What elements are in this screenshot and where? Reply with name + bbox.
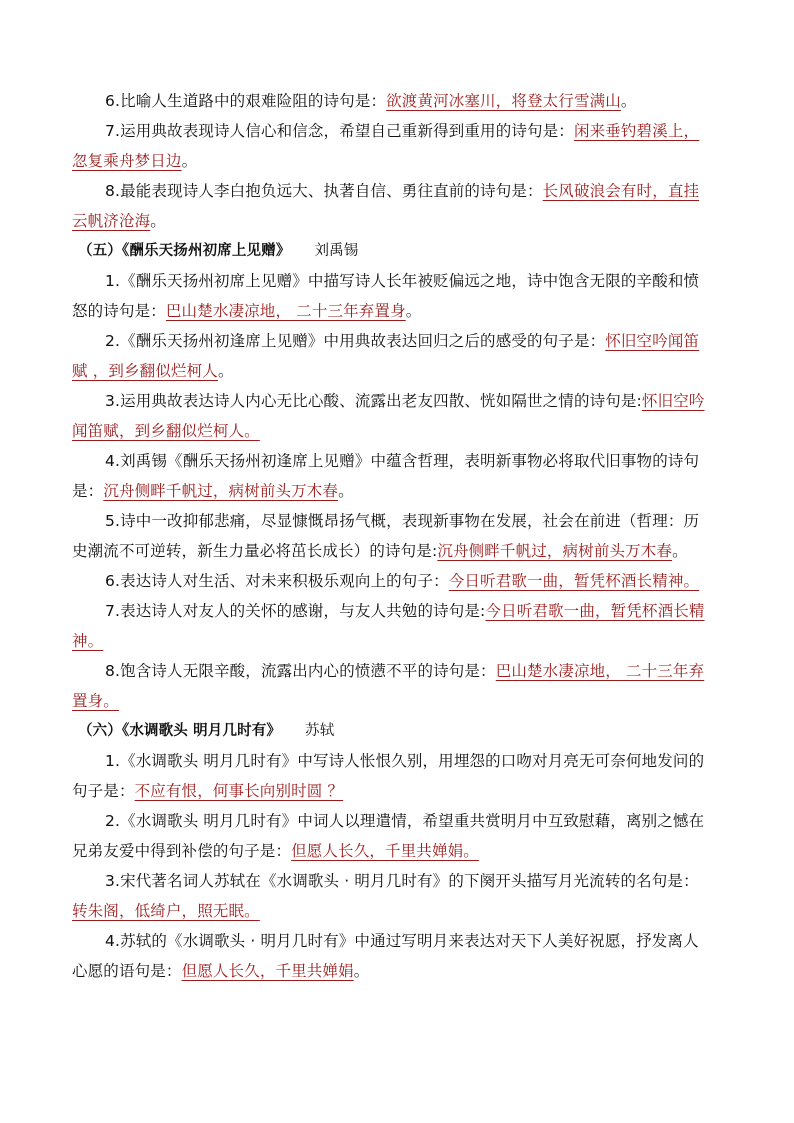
question-text: 是： (72, 482, 104, 500)
question-text: 心愿的语句是： (72, 962, 182, 980)
answer-text: 但愿人长久，千里共婵娟 (181, 962, 354, 980)
question-text: 3.运用典故表达诗人内心无比心酸、流露出老友四散、恍如隔世之情的诗句是: (105, 392, 642, 410)
answer-text: 忽复乘舟梦日边 (72, 152, 182, 170)
question-line (72, 176, 724, 206)
question-line (72, 326, 724, 356)
question-line (72, 866, 724, 896)
question-line (72, 836, 724, 866)
question-text: 2.《酬乐天扬州初逢席上见赠》中用典故表达回归之后的感受的句子是： (105, 332, 606, 350)
question-line (72, 506, 724, 536)
question-line (72, 116, 724, 146)
question-line (72, 446, 724, 476)
question-line (72, 146, 724, 176)
question-line (72, 476, 724, 506)
answer-text: 赋 ，到乡翻似烂柯人 (72, 362, 218, 380)
answer-text: 闻笛赋，到乡翻似烂柯人。 (72, 422, 260, 440)
question-line (72, 746, 724, 776)
question-text: 2.《水调歌头 明月几时有》中词人以理遣情，希望重共赏明月中互致慰藉，离别之憾在 (105, 812, 705, 830)
question-text: 怒的诗句是： (72, 302, 166, 320)
line-punctuation: 。 (620, 92, 637, 110)
answer-text: 置身。 (72, 692, 119, 710)
line-punctuation: 。 (181, 152, 198, 170)
question-line (72, 386, 724, 416)
question-text: 6.比喻人生道路中的艰难险阻的诗句是： (105, 92, 387, 110)
answer-text: 闲来垂钓碧溪上， (573, 122, 700, 140)
question-line (72, 926, 724, 956)
question-text: 1.《酬乐天扬州初席上见赠》中描写诗人长年被贬偏远之地，诗中饱含无限的辛酸和愤 (105, 272, 700, 290)
section-title: （六）《水调歌头 明月几时有》 (78, 722, 282, 739)
answer-text: 长风破浪会有时，直挂 (542, 182, 700, 200)
answer-text: 转朱阁，低绮户，照无眠。 (72, 902, 260, 920)
section-title: （五）《酬乐天扬州初席上见赠》 (78, 242, 291, 259)
question-text: 1.《水调歌头 明月几时有》中写诗人怅恨久别，用埋怨的口吻对月亮无可奈何地发问的 (105, 752, 705, 770)
answer-text: 巴山楚水凄凉地， 二十三年弃 (495, 662, 705, 680)
line-punctuation: 。 (150, 212, 166, 230)
question-text: 6.表达诗人对生活、对未来积极乐观向上的句子： (105, 572, 449, 590)
question-line (72, 206, 724, 236)
document-body (72, 86, 724, 986)
question-text: 句子是： (72, 782, 135, 800)
question-line (72, 536, 724, 566)
question-text: 8.饱含诗人无限辛酸，流露出内心的愤懑不平的诗句是： (105, 662, 496, 680)
section-author: 刘禹锡 (314, 243, 359, 259)
answer-text: 沉舟侧畔千帆过，病树前头万木春 (103, 482, 339, 500)
answer-text: 不应有恨，何事长向别时圆 ？ (134, 782, 344, 800)
section-heading (72, 236, 724, 266)
question-text: 5.诗中一改抑郁悲痛，尽显慷慨昂扬气概，表现新事物在发展，社会在前进（哲理：历 (105, 512, 700, 530)
section-author: 苏轼 (305, 723, 335, 739)
answer-text: 巴山楚水凄凉地， 二十三年弃置身 (165, 302, 406, 320)
answer-text: 云帆济沧海 (72, 212, 151, 230)
line-punctuation: 。 (338, 482, 354, 500)
question-text: 3.宋代著名词人苏轼在《水调歌头 · 明月几时有》的下阕开头描写月光流转的名句是： (105, 872, 699, 890)
question-line (72, 86, 724, 116)
question-line (72, 626, 724, 656)
line-punctuation: 。 (405, 302, 422, 320)
question-line (72, 656, 724, 686)
line-punctuation: 。 (353, 962, 370, 980)
question-line (72, 416, 724, 446)
question-line (72, 296, 724, 326)
answer-text: 今日听君歌一曲，暂凭杯酒长精神。 (448, 572, 700, 590)
question-line (72, 806, 724, 836)
question-line (72, 686, 724, 716)
line-punctuation: 。 (672, 542, 688, 560)
answer-text: 今日听君歌一曲，暂凭杯酒长精 (485, 602, 705, 620)
question-text: 7.运用典故表现诗人信心和信念，希望自己重新得到重用的诗句是： (105, 122, 574, 140)
line-punctuation: 。 (217, 362, 234, 380)
answer-text: 欲渡黄河冰塞川，将登太行雪满山 (386, 92, 621, 110)
question-line (72, 566, 724, 596)
question-text: 史潮流不可逆转，新生力量必将茁长成长）的诗句是: (72, 542, 438, 560)
answer-text: 但愿人长久，千里共婵娟。 (291, 842, 479, 860)
question-text: 兄弟友爱中得到补偿的句子是： (72, 842, 292, 860)
question-line (72, 596, 724, 626)
question-line (72, 896, 724, 926)
question-text: 7.表达诗人对友人的关怀的感谢，与友人共勉的诗句是: (105, 602, 486, 620)
question-line (72, 266, 724, 296)
answer-text: 怀旧空吟 (641, 392, 705, 410)
question-line (72, 356, 724, 386)
question-text: 8.最能表现诗人李白抱负远大、执著自信、勇往直前的诗句是： (105, 182, 543, 200)
question-line (72, 776, 724, 806)
answer-text: 神。 (72, 632, 104, 650)
question-text: 4.苏轼的《水调歌头 · 明月几时有》中通过写明月来表达对天下人美好祝愿，抒发离人 (105, 932, 699, 950)
answer-text: 怀旧空吟闻笛 (605, 332, 700, 350)
question-line (72, 956, 724, 986)
section-heading (72, 716, 724, 746)
question-text: 4.刘禹锡《酬乐天扬州初逢席上见赠》中蕴含哲理，表明新事物必将取代旧事物的诗句 (105, 452, 700, 470)
answer-text: 沉舟侧畔千帆过，病树前头万木春 (437, 542, 673, 560)
